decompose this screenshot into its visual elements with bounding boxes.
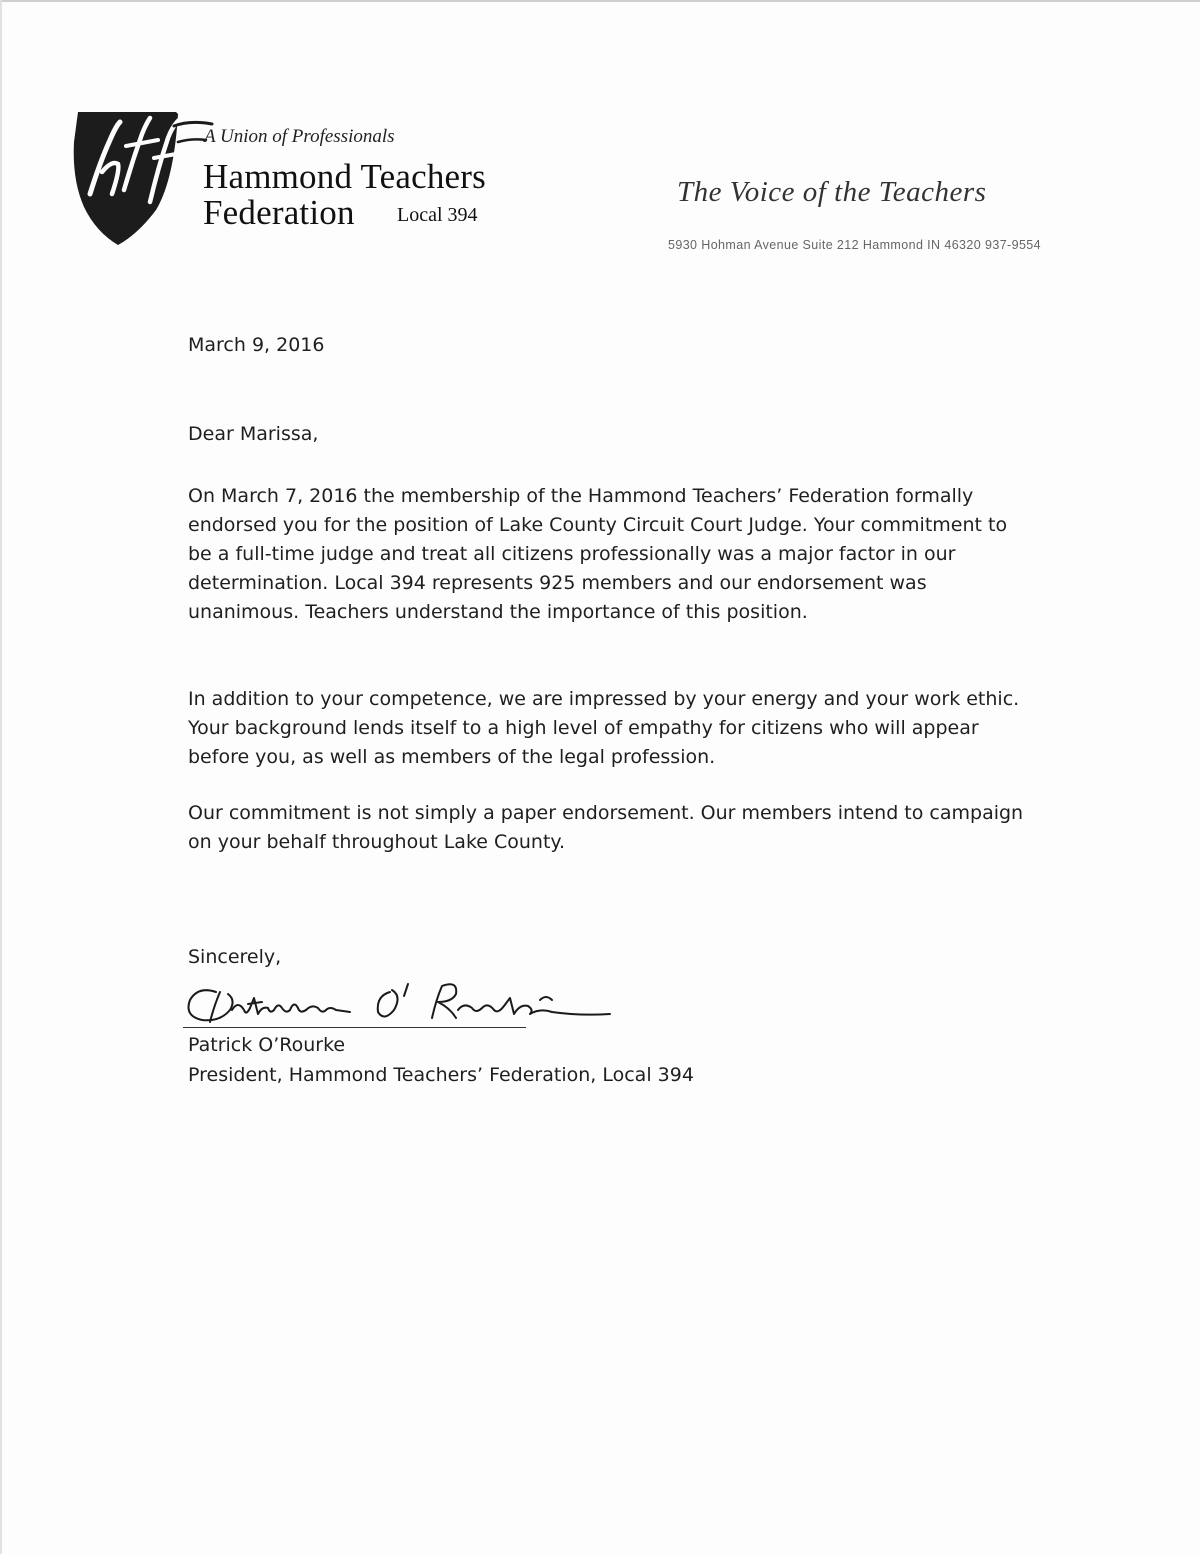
letter-date: March 9, 2016 xyxy=(188,334,325,356)
closing: Sincerely, xyxy=(188,946,282,968)
paragraph-commitment: Our commitment is not simply a paper endorsement. Our members intend to campaign on your behalf throughout Lake County. xyxy=(188,802,1024,853)
org-name-line2: Federation xyxy=(203,193,355,232)
signer-name: Patrick O’Rourke xyxy=(188,1034,346,1056)
handwritten-signature xyxy=(180,970,640,1032)
salutation: Dear Marissa, xyxy=(188,423,319,445)
htf-shield-logo xyxy=(66,102,216,247)
paragraph-competence: In addition to your competence, we are impressed by your energy and your work ethic. Your background lends itself to a high level of empathy for citizens who will appear before you, as well as members of the legal profession. xyxy=(188,688,1020,768)
scan-edge-left xyxy=(0,0,2,1554)
org-name-line1: Hammond Teachers xyxy=(203,157,486,196)
letterhead-motto: The Voice of the Teachers xyxy=(677,176,987,208)
signer-title: President, Hammond Teachers’ Federation, Local 394 xyxy=(188,1064,694,1086)
scan-edge-top xyxy=(0,0,1200,2)
signature-underline xyxy=(183,1027,526,1028)
org-local-number: Local 394 xyxy=(397,204,478,226)
letterhead-address: 5930 Hohman Avenue Suite 212 Hammond IN 46320 937-9554 xyxy=(668,238,1042,252)
union-tagline: A Union of Professionals xyxy=(204,126,395,147)
paragraph-endorsement: On March 7, 2016 the membership of the Hammond Teachers’ Federation formally endorsed you for the position of Lake County Circuit Court Judge. Your commitment to be a full-time judge and treat all citizens professionally was a major factor in our determination. Local 394 represents 925 members and our endorsement was unanimous. Teachers understand the importance of this position. xyxy=(188,485,1008,623)
